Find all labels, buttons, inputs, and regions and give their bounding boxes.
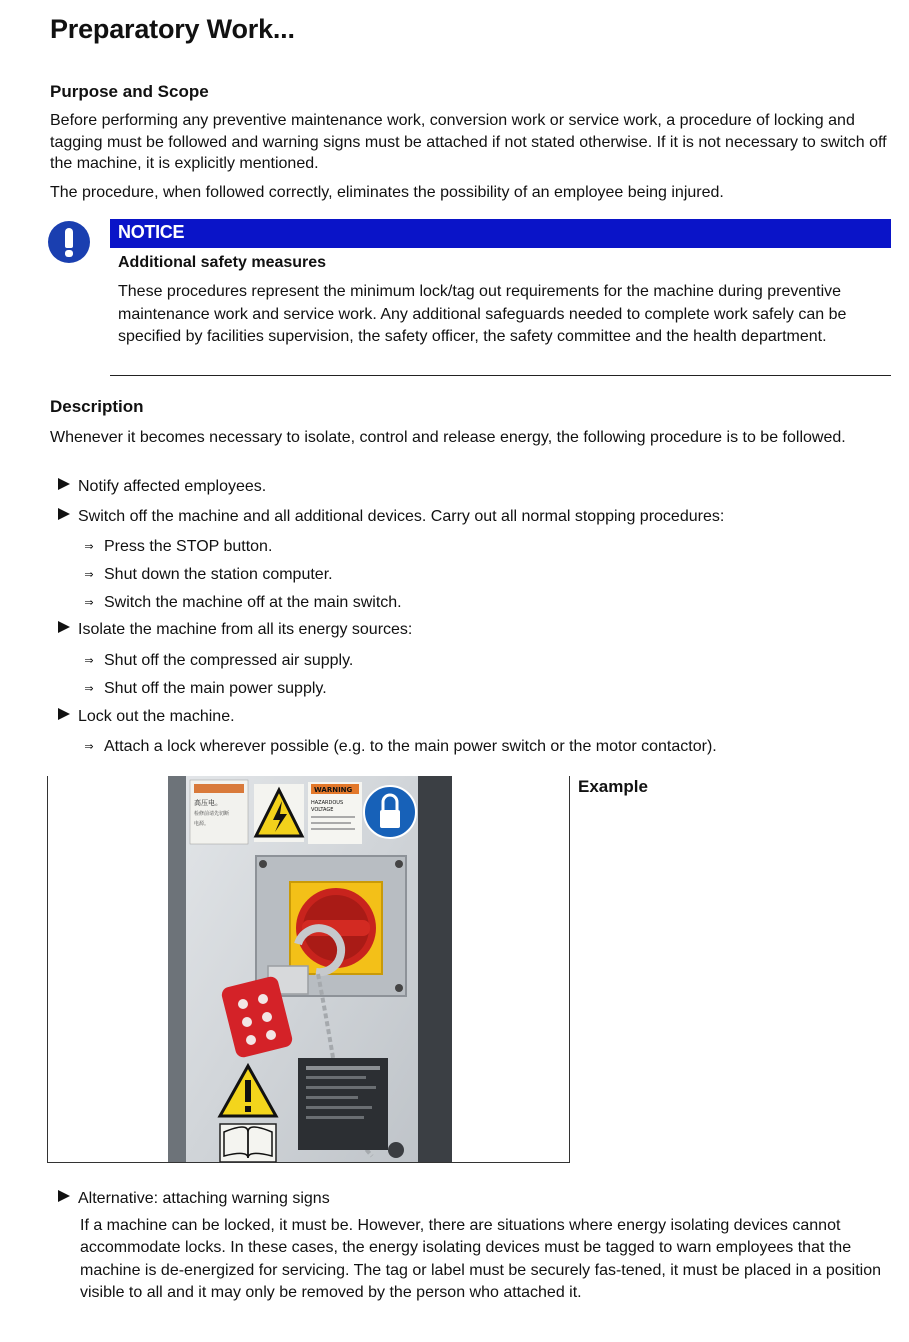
alternative-heading	[58, 1190, 330, 1208]
substep-item	[82, 680, 327, 698]
purpose-summary: The procedure, when followed correctly, eliminates the possibility of an employee being injured.	[50, 184, 724, 201]
substep-item	[82, 594, 402, 612]
substep-text: Attach a lock wherever possible (e.g. to the main power switch or the motor contactor).	[104, 738, 717, 755]
sign-chinese-text: 高压电。	[194, 799, 222, 807]
exclamation-icon	[48, 221, 90, 263]
arrow-bullet-icon: ⇒	[84, 569, 94, 581]
alternative-text: If a machine can be locked, it must be. However, there are situations where energy isolating devices cannot accommodate locks. In these cases, the energy isolating devices must be tagged to warn employees that the machine is de-energized for servicing. The tag or label must be securely fas-tened, it must be placed in a position visible to all and it may only be removed by the person who attached it.	[80, 1217, 882, 1302]
substep-text: Shut off the main power supply.	[104, 680, 327, 697]
substep-text: Press the STOP button.	[104, 538, 273, 555]
example-figure	[47, 776, 570, 1163]
page-title: Preparatory Work...	[50, 14, 295, 44]
substep-text: Shut off the compressed air supply.	[104, 652, 354, 669]
sign-chinese-text: 电源。	[194, 821, 210, 827]
description-intro: Whenever it becomes necessary to isolate, control and release energy, the following procedure is to be followed.	[50, 429, 846, 446]
purpose-heading: Purpose and Scope	[50, 82, 209, 101]
substep-item	[82, 652, 353, 670]
sign-chinese-text: 检修前请先切断	[194, 811, 230, 817]
lockout-photo	[168, 776, 452, 1162]
substep-text: Shut down the station computer.	[104, 566, 333, 583]
sign-hazard-text: HAZARDOUS	[311, 800, 344, 806]
step-text: Notify affected employees.	[78, 478, 267, 495]
arrow-bullet-icon: ⇒	[84, 597, 94, 609]
step-text: Switch off the machine and all additional devices. Carry out all normal stopping procedures:	[78, 508, 725, 525]
arrow-bullet-icon: ⇒	[84, 541, 94, 553]
sign-hazard-text: VOLTAGE	[311, 807, 334, 813]
figure-caption: Example	[578, 777, 648, 796]
triangle-bullet-icon	[58, 708, 70, 720]
triangle-bullet-icon	[58, 478, 70, 490]
alternative-heading-text: Alternative: attaching warning signs	[78, 1190, 330, 1207]
step-item	[58, 478, 266, 496]
substep-item	[82, 738, 717, 756]
notice-subheading: Additional safety measures	[118, 254, 327, 271]
description-heading: Description	[50, 397, 144, 416]
triangle-bullet-icon	[58, 621, 70, 633]
notice-label: NOTICE	[110, 219, 891, 248]
arrow-bullet-icon: ⇒	[84, 683, 94, 695]
triangle-bullet-icon	[58, 1190, 70, 1202]
step-item	[58, 708, 235, 726]
arrow-bullet-icon: ⇒	[84, 741, 94, 753]
notice-text: These procedures represent the minimum lock/tag out requirements for the machine during preventive maintenance work and service work. Any additional safeguards needed to complete work safely can be specified by facilities supervision, the safety officer, the safety committee and the health department.	[118, 283, 847, 345]
step-item	[58, 508, 724, 526]
purpose-paragraph: Before performing any preventive maintenance work, conversion work or service work, a procedure of locking and tagging must be followed and warning signs must be attached if not stated otherwise. If it is not necessary to switch off the machine, it is explicitly mentioned.	[50, 112, 887, 172]
step-text: Isolate the machine from all its energy sources:	[78, 621, 413, 638]
substep-item	[82, 566, 333, 584]
triangle-bullet-icon	[58, 508, 70, 520]
notice-divider	[110, 375, 891, 376]
arrow-bullet-icon: ⇒	[84, 655, 94, 667]
step-text: Lock out the machine.	[78, 708, 235, 725]
step-item	[58, 621, 412, 639]
substep-text: Switch the machine off at the main switch.	[104, 594, 402, 611]
sign-warning-text: WARNING	[314, 786, 353, 794]
substep-item	[82, 538, 272, 556]
